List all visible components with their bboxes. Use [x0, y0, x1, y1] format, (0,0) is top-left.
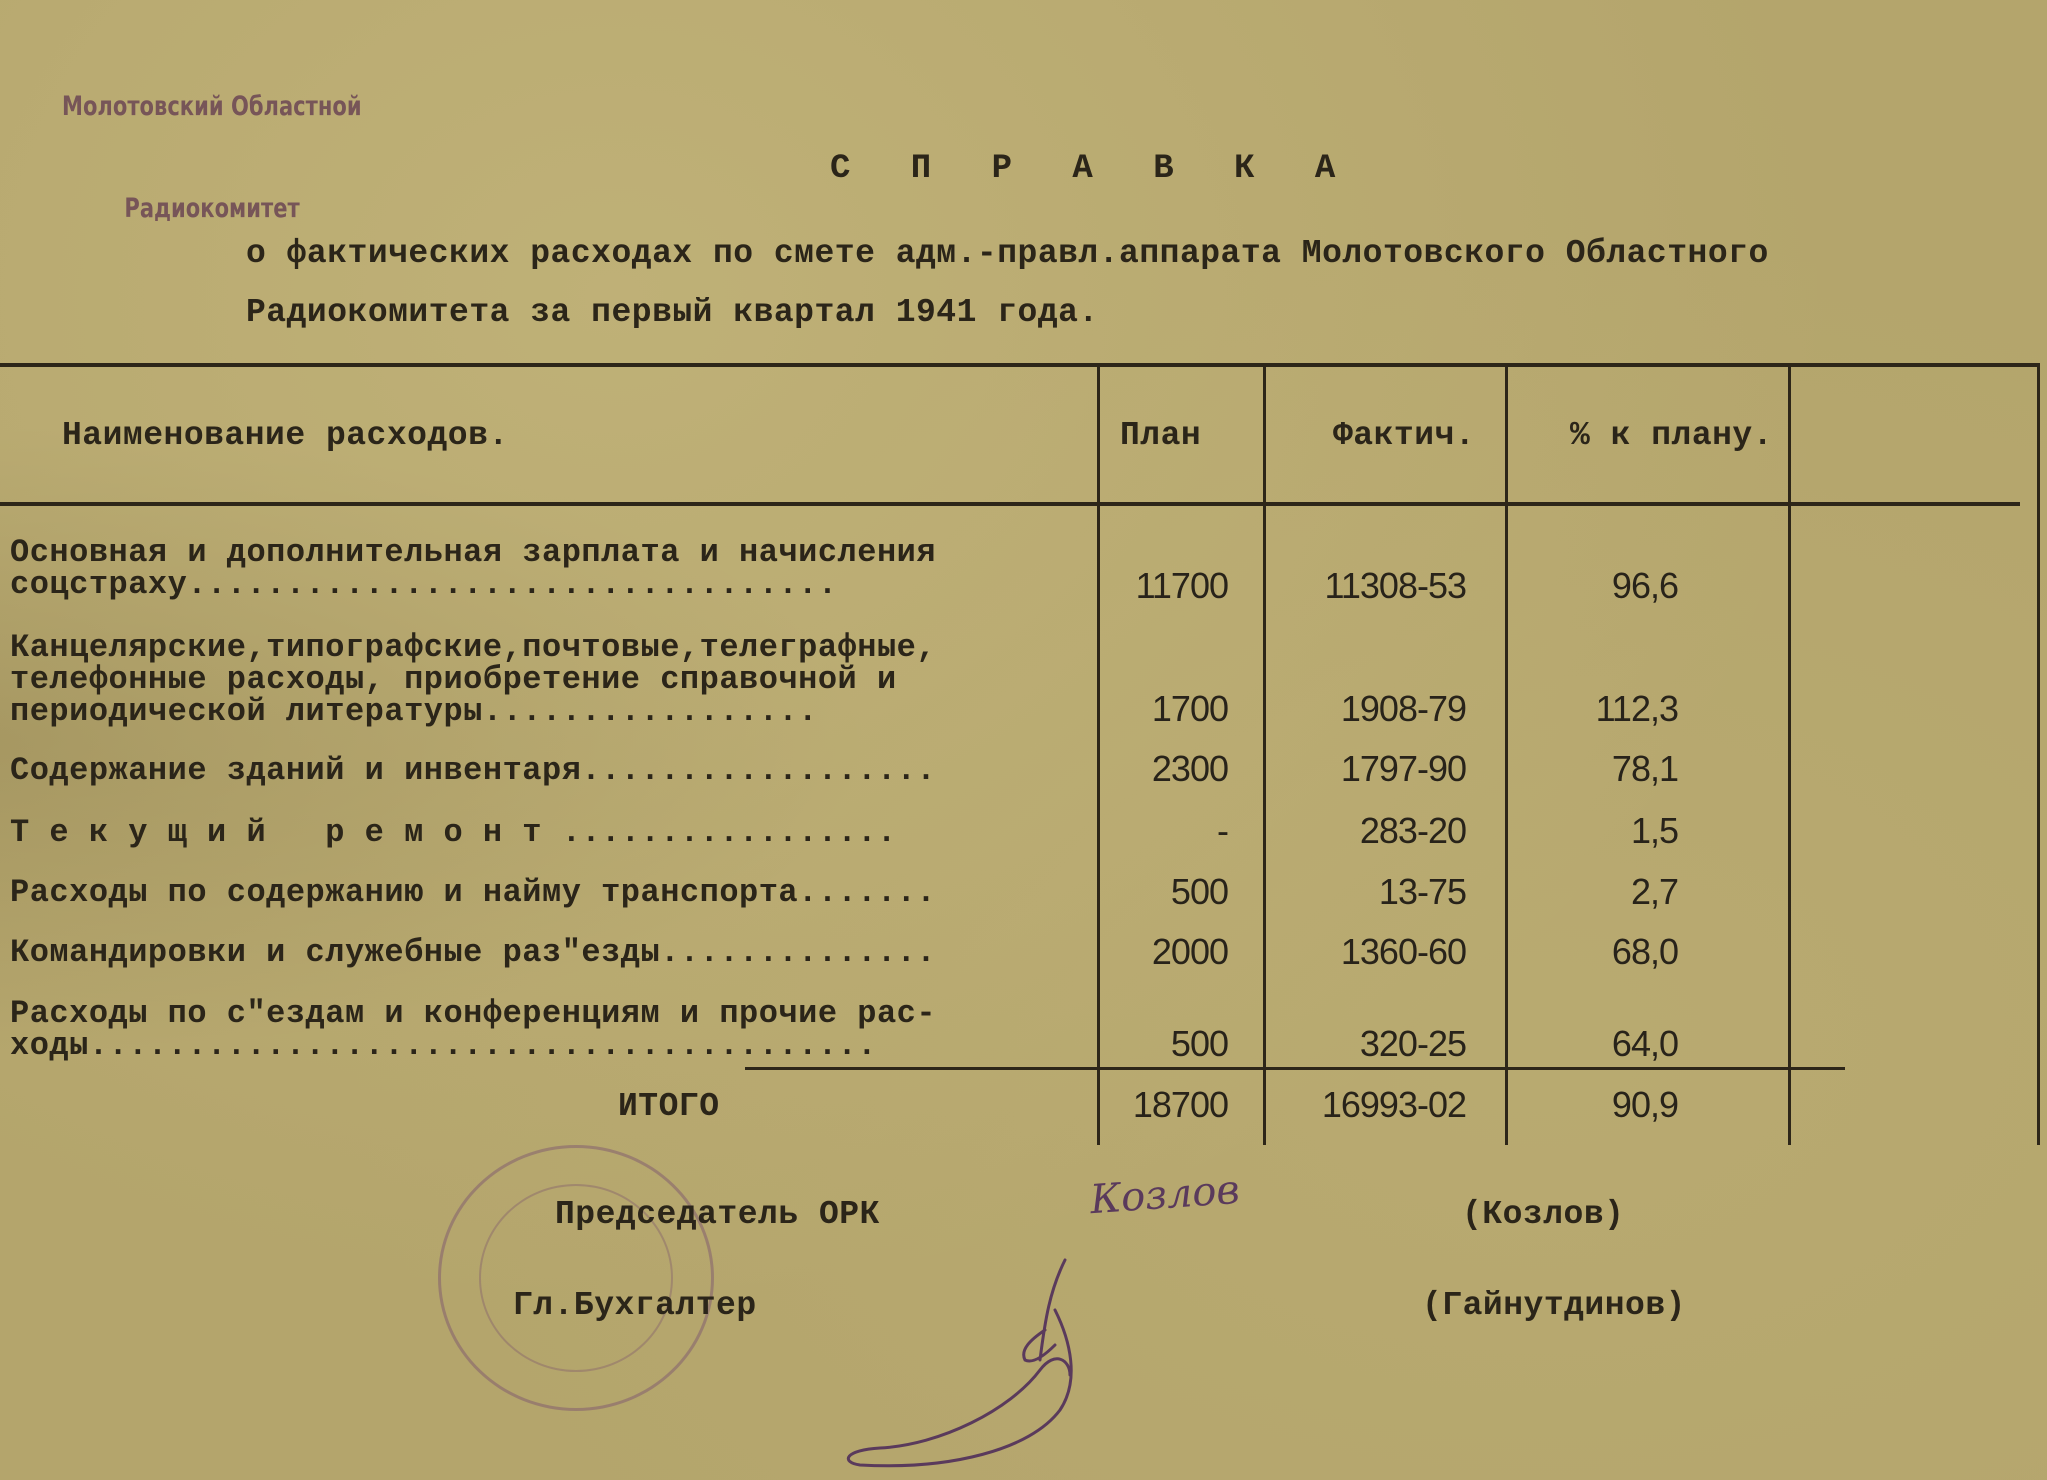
- table-top-border: [0, 363, 2040, 367]
- row-name-line: Канцелярские,типографские,почтовые,телеграфные,: [10, 629, 937, 666]
- total-separator-line: [745, 1067, 1845, 1070]
- accountant-title: Гл.Бухгалтер: [513, 1287, 757, 1324]
- row-actual: 283-20: [1359, 810, 1466, 851]
- row-name-line: Содержание зданий и инвентаря..................: [10, 752, 937, 789]
- accountant-name: (Гайнутдинов): [1422, 1287, 1686, 1324]
- round-seal-stamp: [438, 1145, 714, 1411]
- table-right-border: [2037, 365, 2040, 1145]
- total-percent: 90,9: [1611, 1084, 1678, 1125]
- row-name-line: Командировки и служебные раз"езды..............: [10, 934, 937, 971]
- total-actual: 16993-02: [1321, 1084, 1466, 1125]
- column-divider-extra: [1788, 365, 1791, 1145]
- row-actual: 1360-60: [1340, 931, 1466, 972]
- row-percent: 1,5: [1630, 810, 1678, 851]
- row-plan: 2300: [1151, 748, 1228, 789]
- row-name-line: телефонные расходы, приобретение справочной и: [10, 661, 897, 698]
- row-plan: 2000: [1151, 931, 1228, 972]
- row-actual: 13-75: [1378, 871, 1466, 912]
- header-percent: % к плану.: [1570, 417, 1774, 454]
- organization-stamp: [62, 22, 362, 260]
- header-bottom-border: [0, 502, 2020, 506]
- header-name: Наименование расходов.: [62, 417, 509, 454]
- accountant-signature-icon: [840, 1250, 1180, 1480]
- chairman-name: (Козлов): [1462, 1196, 1625, 1233]
- row-name-line: Расходы по содержанию и найму транспорта.......: [10, 874, 937, 911]
- chairman-title: Председатель ОРК: [555, 1196, 880, 1233]
- row-plan: 500: [1170, 871, 1228, 912]
- row-actual: 320-25: [1359, 1023, 1466, 1064]
- document-subtitle-line-2: Радиокомитета за первый квартал 1941 года.: [246, 294, 1099, 331]
- row-percent: 78,1: [1611, 748, 1678, 789]
- stamp-line-2: Радиокомитет: [124, 193, 300, 224]
- document-title: С П Р А В К А: [830, 150, 1356, 188]
- row-name-line: Расходы по с"ездам и конференциям и прочие рас-: [10, 995, 937, 1032]
- row-name-line: ходы........................................: [10, 1027, 877, 1064]
- total-plan: 18700: [1132, 1084, 1228, 1125]
- row-percent: 68,0: [1611, 931, 1678, 972]
- row-name-line: периодической литературы.................: [10, 693, 818, 730]
- stamp-line-1: Молотовский Областной: [62, 91, 362, 122]
- row-actual: 1908-79: [1340, 688, 1466, 729]
- row-percent: 2,7: [1630, 871, 1678, 912]
- document-subtitle-line-1: о фактических расходах по смете адм.-правл.аппарата Молотовского Областного: [246, 235, 1769, 272]
- row-actual: 11308-53: [1324, 565, 1466, 606]
- row-percent: 64,0: [1611, 1023, 1678, 1064]
- row-name-line: Т е к у щ и й р е м о н т .................: [10, 814, 897, 851]
- row-name-line: соцстраху.................................: [10, 566, 838, 603]
- row-plan: -: [1217, 810, 1228, 851]
- row-percent: 96,6: [1611, 565, 1678, 606]
- header-actual: Фактич.: [1333, 417, 1476, 454]
- row-plan: 500: [1170, 1023, 1228, 1064]
- row-actual: 1797-90: [1340, 748, 1466, 789]
- row-plan: 1700: [1151, 688, 1228, 729]
- row-plan: 11700: [1135, 565, 1228, 606]
- header-plan: План: [1120, 417, 1202, 454]
- chairman-handwritten-signature: Козлов: [1088, 1166, 1242, 1224]
- row-name-line: Основная и дополнительная зарплата и начисления: [10, 534, 937, 571]
- row-percent: 112,3: [1595, 688, 1678, 729]
- total-label: ИТОГО: [618, 1088, 720, 1125]
